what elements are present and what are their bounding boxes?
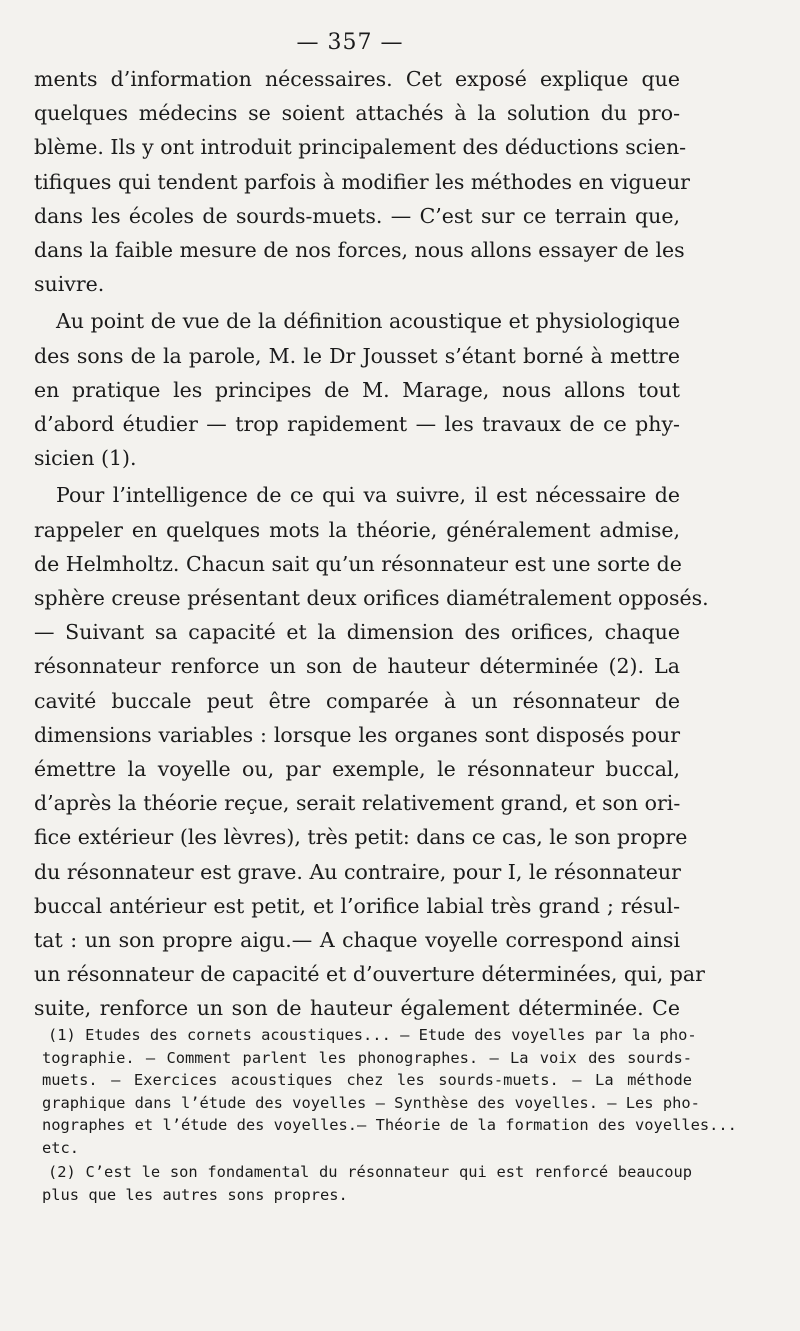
text-line: blème. Ils y ont introduit principalement des déductions scien- <box>34 135 687 160</box>
text-line: de Helmholtz. Chacun sait qu’un résonnateur est une sorte de <box>34 551 682 576</box>
footnotes <box>42 1024 737 1206</box>
text-line: dans les écoles de sourds-muets. — C’est sur ce terrain que, <box>34 203 680 228</box>
text-line: dimensions variables : lorsque les organes sont disposés pour <box>34 722 680 747</box>
text-line: d’après la théorie reçue, serait relativement grand, et son ori- <box>34 791 681 816</box>
text-line: cavité buccale peut être comparée à un résonnateur de <box>34 688 680 713</box>
paragraph-3 <box>34 478 709 1025</box>
footnote-line: (2) C’est le son fondamental du résonnateur qui est renforcé beaucoup <box>48 1163 692 1181</box>
footnote-1 <box>42 1024 737 1159</box>
text-line: suite, renforce un son de hauteur également déterminée. Ce <box>34 996 680 1021</box>
text-line: quelques médecins se soient attachés à la solution du pro- <box>34 101 680 126</box>
paragraph-1 <box>34 62 690 301</box>
footnote-line: (1) Etudes des cornets acoustiques... — Etude des voyelles par la pho- <box>48 1026 697 1044</box>
text-line: un résonnateur de capacité et d’ouverture déterminées, qui, par <box>34 962 705 987</box>
footnote-line: nographes et l’étude des voyelles.— Théorie de la formation des voyelles... <box>42 1116 737 1134</box>
text-line: fice extérieur (les lèvres), très petit: dans ce cas, le son propre <box>34 825 688 850</box>
text-line: suivre. <box>34 272 105 297</box>
text-line: buccal antérieur est petit, et l’orifice labial très grand ; résul- <box>34 893 680 918</box>
text-line: des sons de la parole, M. le Dr Jousset s’étant borné à mettre <box>34 343 680 368</box>
text-line: rappeler en quelques mots la théorie, généralement admise, <box>34 517 680 542</box>
text-line: du résonnateur est grave. Au contraire, pour I, le résonnateur <box>34 859 681 884</box>
text-line: ments d’information nécessaires. Cet exposé explique que <box>34 67 680 91</box>
footnote-line: tographie. — Comment parlent les phonographes. — La voix des sourds- <box>42 1048 692 1067</box>
footnote-line: muets. — Exercices acoustiques chez les sourds-muets. — La méthode <box>42 1071 692 1089</box>
text-line: Au point de vue de la définition acoustique et physiologique <box>56 309 680 334</box>
text-line: sicien (1). <box>34 446 137 471</box>
paragraph-2 <box>34 304 680 475</box>
text-line: — Suivant sa capacité et la dimension des orifices, chaque <box>34 620 680 645</box>
text-line: résonnateur renforce un son de hauteur déterminée (2). La <box>34 654 680 679</box>
text-line: émettre la voyelle ou, par exemple, le résonnateur buccal, <box>34 757 680 782</box>
page-number: — 357 — <box>296 30 404 55</box>
text-line: sphère creuse présentant deux orifices diamétralement opposés. <box>34 586 709 611</box>
text-line: tifiques qui tendent parfois à modifier les méthodes en vigueur <box>34 169 690 194</box>
footnote-line: plus que les autres sons propres. <box>42 1185 348 1204</box>
text-line: Pour l’intelligence de ce qui va suivre, il est nécessaire de <box>56 483 680 508</box>
footnote-2 <box>42 1161 692 1206</box>
text-line: tat : un son propre aigu.— A chaque voyelle correspond ainsi <box>34 928 680 953</box>
footnote-line: graphique dans l’étude des voyelles — Synthèse des voyelles. — Les pho- <box>42 1093 700 1112</box>
text-line: d’abord étudier — trop rapidement — les travaux de ce phy- <box>34 412 680 437</box>
text-line: en pratique les principes de M. Marage, nous allons tout <box>34 377 680 402</box>
body-text <box>34 62 709 1026</box>
footnote-line: etc. <box>42 1138 80 1157</box>
text-line: dans la faible mesure de nos forces, nous allons essayer de les <box>34 238 685 263</box>
